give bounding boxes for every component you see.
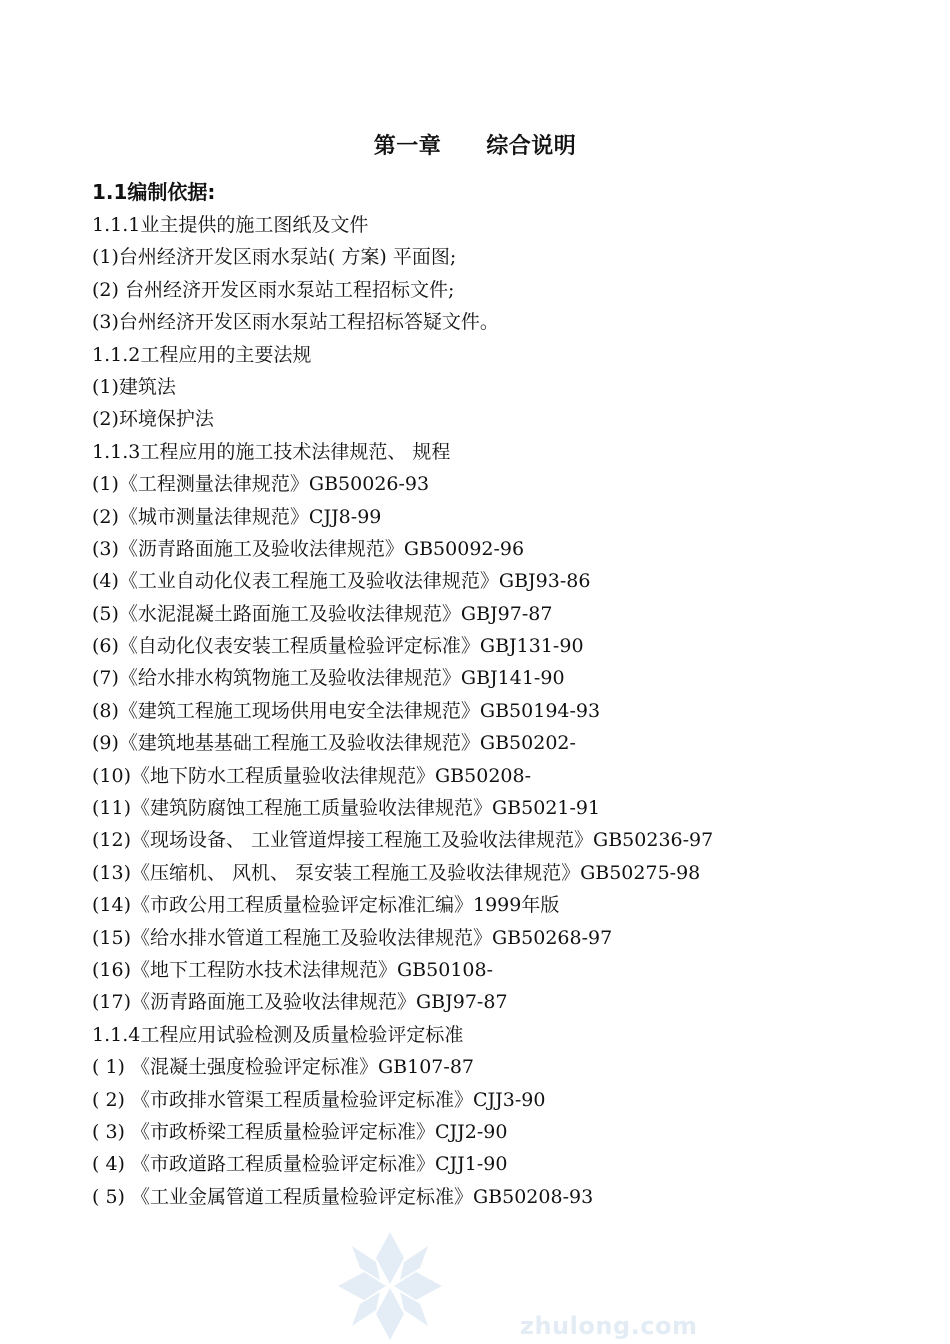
text-line: 1.1.4工程应用试验检测及质量检验评定标准 [92, 1023, 464, 1046]
watermark [330, 1228, 750, 1344]
text-line: (17)《沥青路面施工及验收法律规范》GBJ97-87 [92, 991, 508, 1014]
text-line: (9)《建筑地基基础工程施工及验收法律规范》GB50202- [92, 732, 576, 755]
text-line: ( 3) 《市政桥梁工程质量检验评定标准》CJJ2-90 [92, 1120, 508, 1143]
text-line: (10)《地下防水工程质量验收法律规范》GB50208- [92, 764, 532, 787]
text-line: (7)《给水排水构筑物施工及验收法律规范》GBJ141-90 [92, 667, 565, 690]
text-line: (5)《水泥混凝土路面施工及验收法律规范》GBJ97-87 [92, 602, 553, 625]
chapter-title: 第一章 综合说明 [373, 134, 577, 159]
text-line: (6)《自动化仪表安装工程质量检验评定标准》GBJ131-90 [92, 635, 584, 658]
text-line: (1)建筑法 [92, 375, 176, 398]
text-line: (3)台州经济开发区雨水泵站工程招标答疑文件。 [92, 311, 499, 334]
text-line: (2) 台州经济开发区雨水泵站工程招标文件; [92, 278, 455, 301]
text-line: (2)环境保护法 [92, 408, 214, 431]
snowflake-logo-icon [330, 1228, 450, 1344]
text-line: (16)《地下工程防水技术法律规范》GB50108- [92, 958, 494, 981]
text-line: ( 5) 《工业金属管道工程质量检验评定标准》GB50208-93 [92, 1185, 594, 1208]
document-body [92, 209, 932, 1213]
text-line: (2)《城市测量法律规范》CJJ8-99 [92, 505, 382, 528]
text-line: 1.1.3工程应用的施工技术法律规范、 规程 [92, 440, 451, 463]
text-line: (1)台州经济开发区雨水泵站( 方案) 平面图; [92, 246, 457, 269]
text-line: (14)《市政公用工程质量检验评定标准汇编》1999年版 [92, 894, 560, 917]
text-line: (15)《给水排水管道工程施工及验收法律规范》GB50268-97 [92, 926, 613, 949]
text-line: (3)《沥青路面施工及验收法律规范》GB50092-96 [92, 537, 525, 560]
text-line: ( 4) 《市政道路工程质量检验评定标准》CJJ1-90 [92, 1153, 508, 1176]
text-line: ( 1) 《混凝土强度检验评定标准》GB107-87 [92, 1056, 474, 1079]
watermark-text: zhulong.com [520, 1312, 698, 1340]
text-line: (4)《工业自动化仪表工程施工及验收法律规范》GBJ93-86 [92, 570, 591, 593]
text-line: (12)《现场设备、 工业管道焊接工程施工及验收法律规范》GB50236-97 [92, 829, 714, 852]
text-line: (11)《建筑防腐蚀工程施工质量验收法律规范》GB5021-91 [92, 797, 601, 820]
text-line: 1.1.2工程应用的主要法规 [92, 343, 312, 366]
section-heading: 1.1编制依据: [92, 180, 216, 204]
text-line: 1.1.1业主提供的施工图纸及文件 [92, 214, 369, 236]
text-line: (1)《工程测量法律规范》GB50026-93 [92, 473, 430, 496]
text-line: ( 2) 《市政排水管渠工程质量检验评定标准》CJJ3-90 [92, 1088, 546, 1111]
text-line: (13)《压缩机、 风机、 泵安装工程施工及验收法律规范》GB50275-98 [92, 861, 701, 884]
text-line: (8)《建筑工程施工现场供用电安全法律规范》GB50194-93 [92, 699, 601, 722]
